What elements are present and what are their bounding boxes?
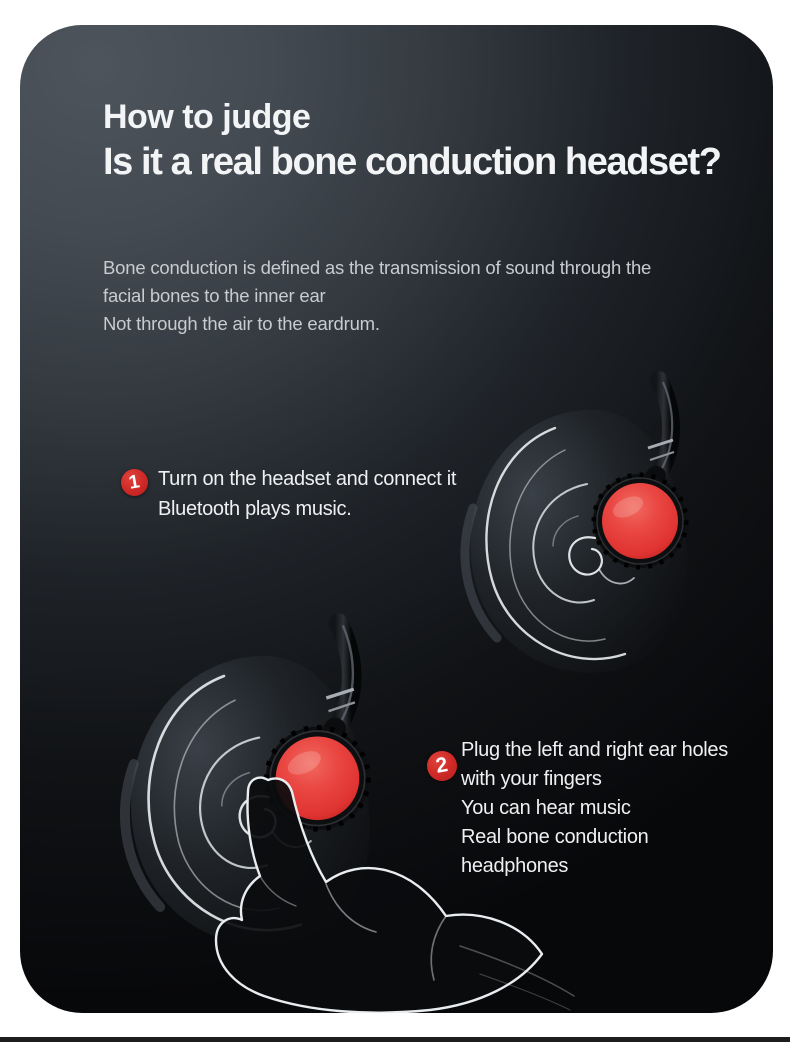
page-title-line-1: How to judge [103, 98, 311, 136]
step-line: Plug the left and right ear holes [461, 739, 728, 761]
step-1-text [158, 464, 456, 524]
step-line: with your fingers [461, 768, 602, 790]
description-line: Not through the air to the eardrum. [103, 313, 380, 334]
step-line: Turn on the headset and connect it [158, 468, 457, 490]
step-line: You can hear music [461, 797, 631, 819]
page-title-line-2: Is it a real bone conduction headset? [103, 141, 721, 183]
step-line: headphones [461, 855, 569, 877]
step-number: 2 [434, 753, 450, 778]
step-line: Real bone conduction [461, 826, 649, 848]
description-line: Bone conduction is defined as the transmission of sound through the [103, 257, 652, 278]
description [103, 254, 651, 338]
product-info-card [20, 25, 773, 1013]
step-line: Bluetooth plays music. [158, 498, 352, 520]
description-line: facial bones to the inner ear [103, 285, 326, 306]
step-2-badge [427, 751, 457, 781]
next-section-divider [0, 1037, 790, 1042]
step-2-text [461, 736, 728, 881]
step-number: 1 [127, 470, 142, 494]
step-1-badge [121, 469, 148, 496]
